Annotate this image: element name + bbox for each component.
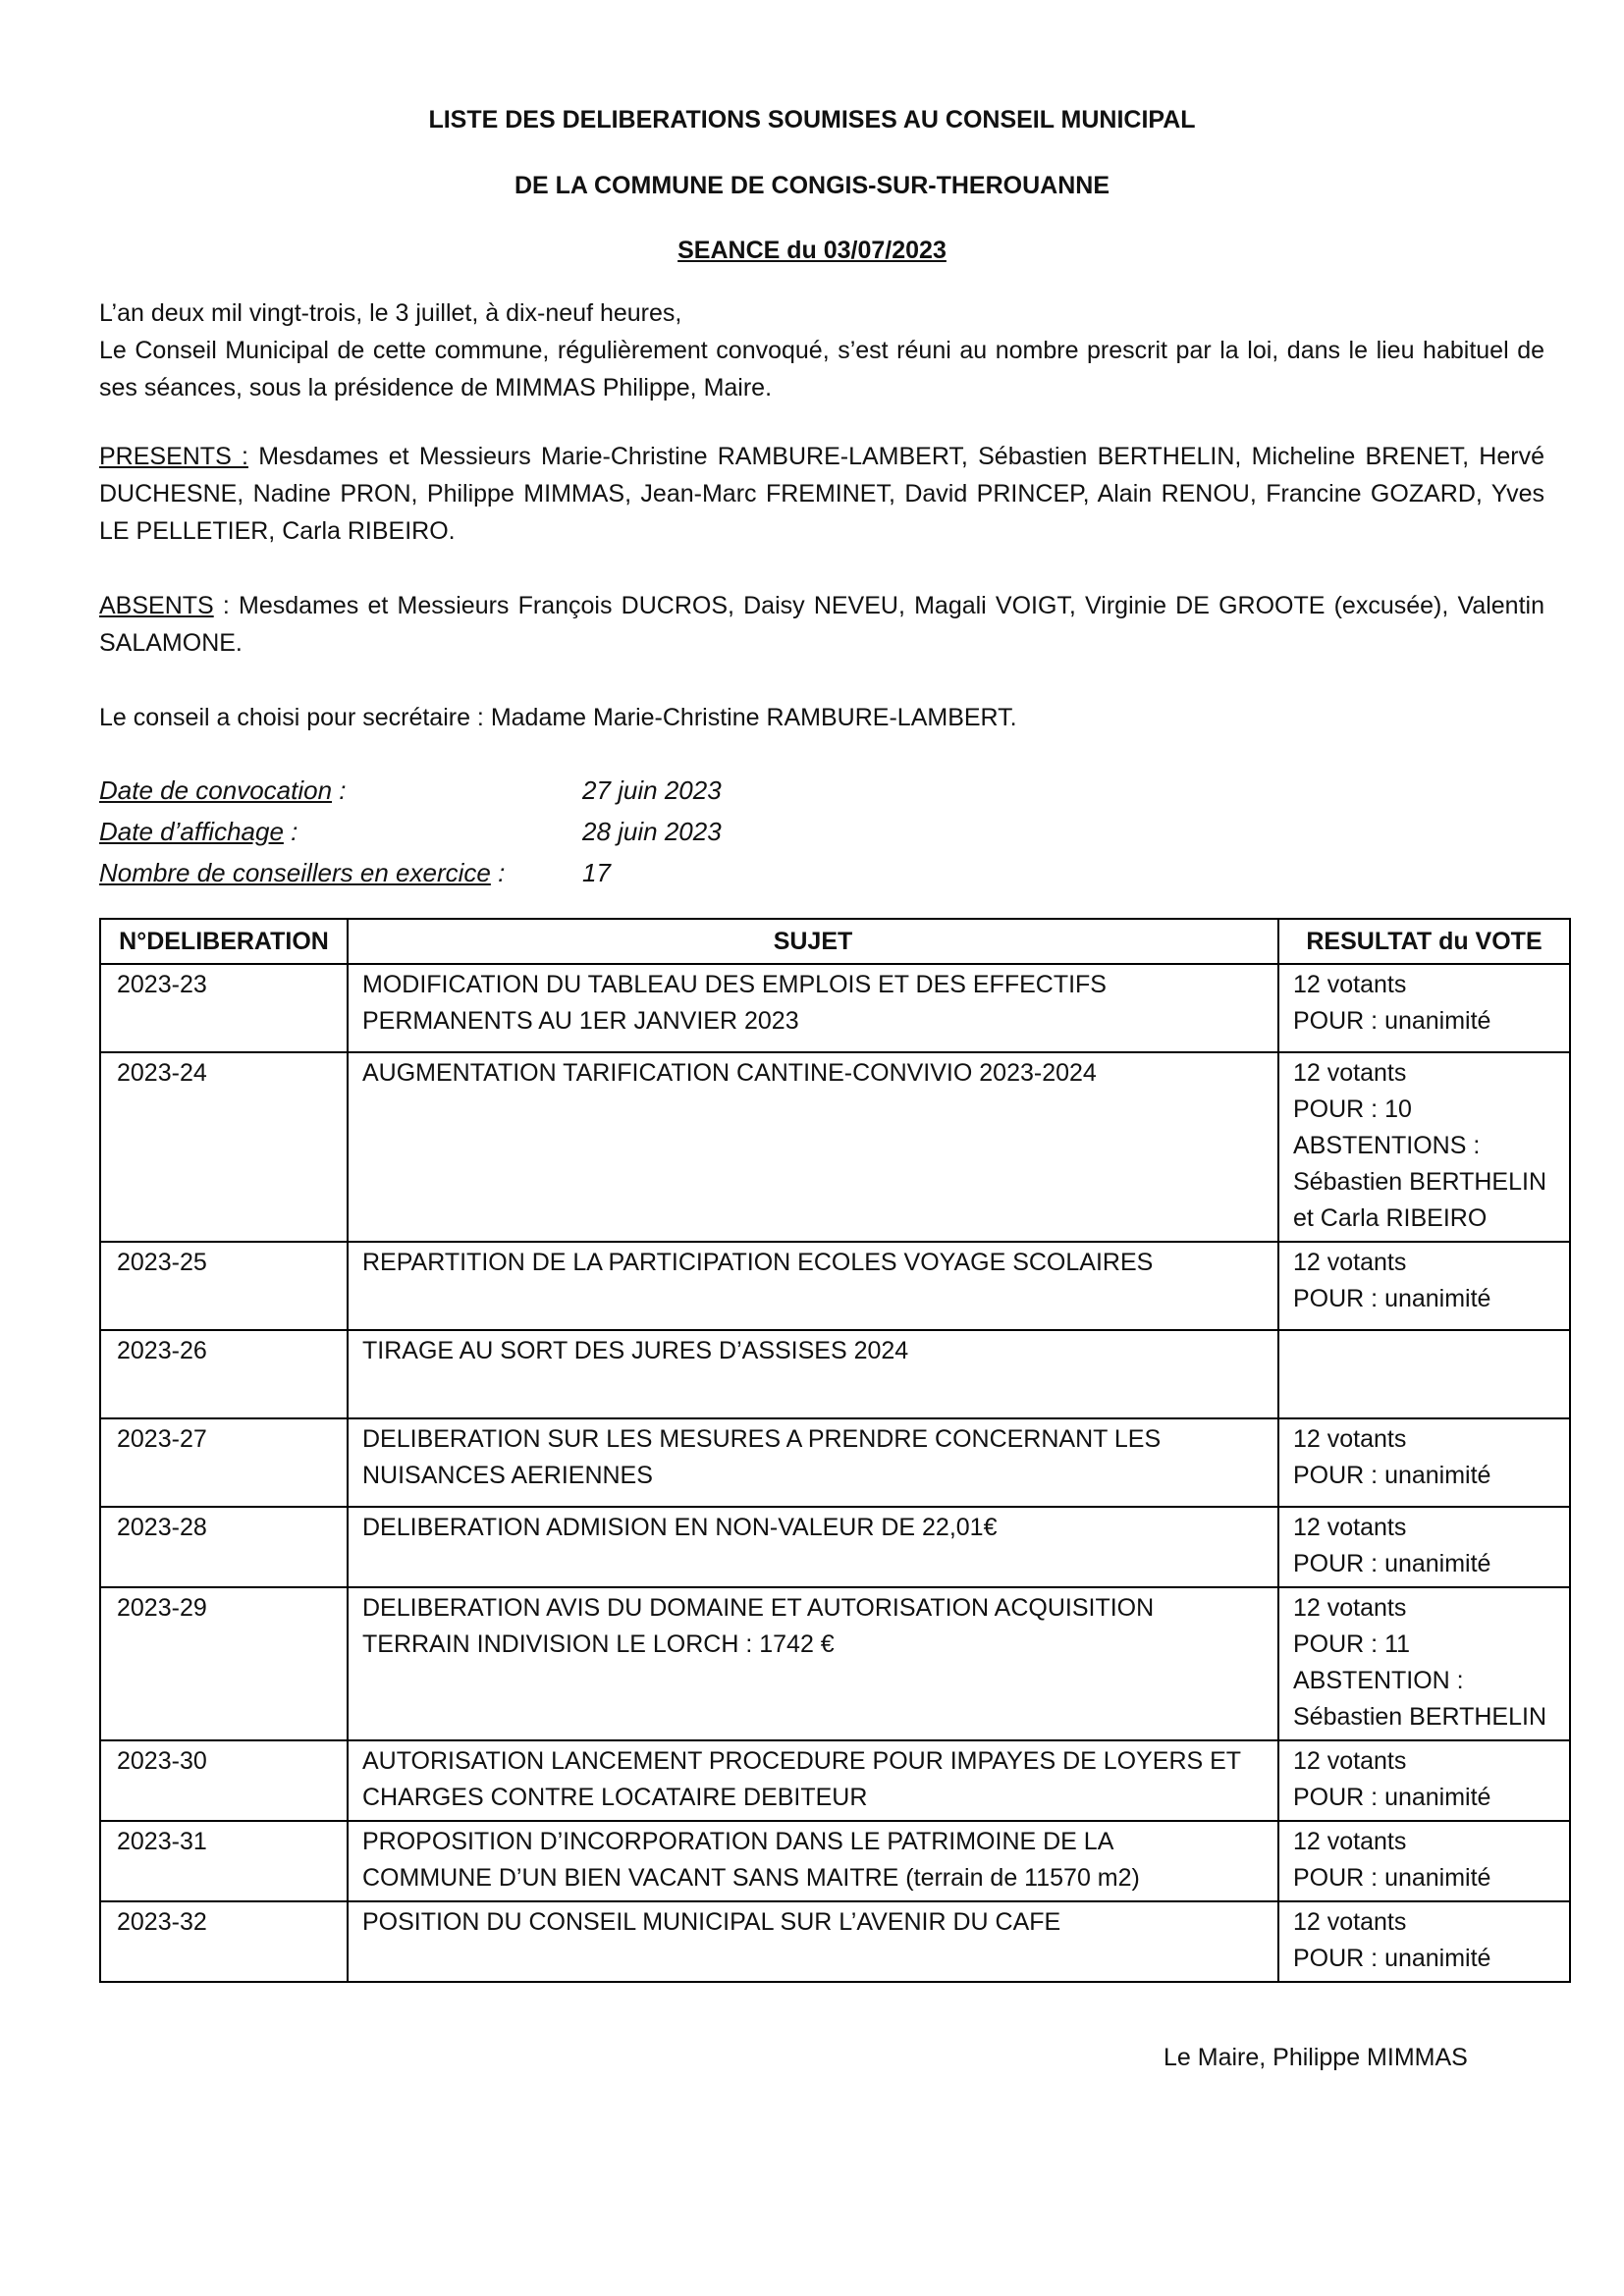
cell-num: 2023-25 (100, 1242, 348, 1330)
table-header-row (100, 919, 1570, 964)
vote-line: 12 votants (1293, 1425, 1407, 1453)
meta-label: Date d’affichage (99, 817, 284, 846)
sujet-line: TIRAGE AU SORT DES JURES D’ASSISES 2024 (362, 1337, 909, 1364)
meta-row: Date de convocation : 27 juin 2023 (99, 775, 722, 805)
cell-vote (1278, 964, 1570, 1052)
intro-line-1: L’an deux mil vingt-trois, le 3 juillet, à dix-neuf heures, (99, 299, 682, 327)
cell-num: 2023-30 (100, 1740, 348, 1821)
vote-line: et Carla RIBEIRO (1293, 1204, 1488, 1232)
cell-vote (1278, 1901, 1570, 1982)
meta-label: Nombre de conseillers en exercice (99, 858, 491, 887)
vote-line: 12 votants (1293, 1514, 1407, 1541)
vote-line: Sébastien BERTHELIN (1293, 1168, 1546, 1196)
absents-paragraph (99, 587, 1544, 662)
cell-num: 2023-26 (100, 1330, 348, 1418)
cell-num: 2023-27 (100, 1418, 348, 1507)
meta-value: 28 juin 2023 (582, 817, 722, 846)
vote-line: 12 votants (1293, 1828, 1407, 1855)
cell-sujet (348, 1587, 1278, 1740)
vote-line: POUR : unanimité (1293, 1285, 1491, 1312)
presents-text: Mesdames et Messieurs Marie-Christine RAMBURE-LAMBERT, Sébastien BERTHELIN, Micheline BRENET, Hervé DUCHESNE, Nadine PRON, Philippe MIMMAS, Jean-Marc FREMINET, David PRINCEP, Alain RENOU, Francine GOZARD, Yves LE PELLETIER, Carla RIBEIRO. (99, 443, 1544, 545)
vote-line: 12 votants (1293, 1747, 1407, 1775)
vote-line: 12 votants (1293, 1594, 1407, 1622)
vote-line: ABSTENTIONS : (1293, 1132, 1481, 1159)
table-row (100, 1052, 1570, 1242)
table-row (100, 1901, 1570, 1982)
cell-vote (1278, 1052, 1570, 1242)
cell-num: 2023-29 (100, 1587, 348, 1740)
header-num: N°DELIBERATION (100, 919, 348, 964)
absents-label: ABSENTS (99, 592, 214, 619)
cell-num: 2023-24 (100, 1052, 348, 1242)
sujet-line: REPARTITION DE LA PARTICIPATION ECOLES VOYAGE SCOLAIRES (362, 1249, 1154, 1276)
cell-sujet (348, 1901, 1278, 1982)
table-row (100, 1821, 1570, 1901)
sujet-line: POSITION DU CONSEIL MUNICIPAL SUR L’AVENIR DU CAFE (362, 1908, 1061, 1936)
vote-line: POUR : unanimité (1293, 1864, 1491, 1892)
vote-line: 12 votants (1293, 1249, 1407, 1276)
cell-sujet (348, 1740, 1278, 1821)
sujet-line: PROPOSITION D’INCORPORATION DANS LE PATRIMOINE DE LA (362, 1828, 1114, 1855)
intro-line-2: Le Conseil Municipal de cette commune, régulièrement convoqué, s’est réuni au nombre prescrit par la loi, dans le lieu habituel de ses séances, sous la présidence de MIMMAS Philippe, Maire. (99, 337, 1544, 401)
header-sujet: SUJET (348, 919, 1278, 964)
secretaire-line: Le conseil a choisi pour secrétaire : Madame Marie-Christine RAMBURE-LAMBERT. (99, 704, 1017, 731)
vote-line: 12 votants (1293, 1059, 1407, 1087)
vote-line: 12 votants (1293, 971, 1407, 998)
meta-value: 27 juin 2023 (582, 775, 722, 805)
sujet-line: AUGMENTATION TARIFICATION CANTINE-CONVIVIO 2023-2024 (362, 1059, 1097, 1087)
sujet-line: DELIBERATION AVIS DU DOMAINE ET AUTORISATION ACQUISITION (362, 1594, 1155, 1622)
cell-sujet (348, 1418, 1278, 1507)
presents-label: PRESENTS : (99, 443, 248, 470)
sujet-line: MODIFICATION DU TABLEAU DES EMPLOIS ET DES EFFECTIFS (362, 971, 1107, 998)
cell-sujet (348, 964, 1278, 1052)
vote-line: 12 votants (1293, 1908, 1407, 1936)
sujet-line: COMMUNE D’UN BIEN VACANT SANS MAITRE (terrain de 11570 m2) (362, 1864, 1140, 1892)
cell-sujet (348, 1507, 1278, 1587)
header-vote: RESULTAT du VOTE (1278, 919, 1570, 964)
vote-line: POUR : 11 (1293, 1630, 1411, 1658)
cell-vote (1278, 1418, 1570, 1507)
sujet-line: CHARGES CONTRE LOCATAIRE DEBITEUR (362, 1784, 868, 1811)
sujet-line: NUISANCES AERIENNES (362, 1462, 653, 1489)
table-row (100, 1330, 1570, 1418)
cell-vote (1278, 1821, 1570, 1901)
table-row (100, 1242, 1570, 1330)
table-row (100, 1418, 1570, 1507)
vote-line: POUR : unanimité (1293, 1945, 1491, 1972)
cell-num: 2023-28 (100, 1507, 348, 1587)
document-title: LISTE DES DELIBERATIONS SOUMISES AU CONSEIL MUNICIPAL (428, 106, 1196, 133)
cell-num: 2023-23 (100, 964, 348, 1052)
table-row (100, 964, 1570, 1052)
deliberations-table (99, 918, 1571, 1983)
table-row (100, 1587, 1570, 1740)
sujet-line: PERMANENTS AU 1ER JANVIER 2023 (362, 1007, 799, 1035)
cell-vote (1278, 1587, 1570, 1740)
meta-label: Date de convocation (99, 775, 333, 805)
table-row (100, 1507, 1570, 1587)
meta-block (99, 775, 983, 899)
intro-paragraph (99, 294, 1544, 406)
sujet-line: DELIBERATION SUR LES MESURES A PRENDRE CONCERNANT LES (362, 1425, 1162, 1453)
cell-vote (1278, 1242, 1570, 1330)
table-row (100, 1740, 1570, 1821)
cell-vote (1278, 1507, 1570, 1587)
vote-line: Sébastien BERTHELIN (1293, 1703, 1546, 1731)
vote-line: POUR : unanimité (1293, 1462, 1491, 1489)
session-date-title: SEANCE du 03/07/2023 (677, 237, 947, 264)
absents-text: : Mesdames et Messieurs François DUCROS, Daisy NEVEU, Magali VOIGT, Virginie DE GROOTE (excusée), Valentin SALAMONE. (99, 592, 1544, 657)
vote-line: POUR : unanimité (1293, 1550, 1491, 1577)
meta-row: Nombre de conseillers en exercice : 17 (99, 858, 611, 887)
cell-num: 2023-31 (100, 1821, 348, 1901)
meta-value: 17 (582, 858, 611, 887)
signature: Le Maire, Philippe MIMMAS (1164, 2044, 1468, 2071)
cell-sujet (348, 1242, 1278, 1330)
cell-sujet (348, 1821, 1278, 1901)
vote-line: POUR : 10 (1293, 1095, 1412, 1123)
sujet-line: TERRAIN INDIVISION LE LORCH : 1742 € (362, 1630, 835, 1658)
cell-sujet (348, 1052, 1278, 1242)
sujet-line: DELIBERATION ADMISION EN NON-VALEUR DE 22,01€ (362, 1514, 998, 1541)
meta-row: Date d’affichage : 28 juin 2023 (99, 817, 722, 846)
sujet-line: AUTORISATION LANCEMENT PROCEDURE POUR IMPAYES DE LOYERS ET (362, 1747, 1242, 1775)
commune-title: DE LA COMMUNE DE CONGIS-SUR-THEROUANNE (514, 172, 1110, 199)
cell-vote (1278, 1330, 1570, 1418)
vote-line: POUR : unanimité (1293, 1784, 1491, 1811)
vote-line: POUR : unanimité (1293, 1007, 1491, 1035)
cell-vote (1278, 1740, 1570, 1821)
vote-line: ABSTENTION : (1293, 1667, 1464, 1694)
cell-num: 2023-32 (100, 1901, 348, 1982)
cell-sujet (348, 1330, 1278, 1418)
presents-paragraph (99, 438, 1544, 550)
